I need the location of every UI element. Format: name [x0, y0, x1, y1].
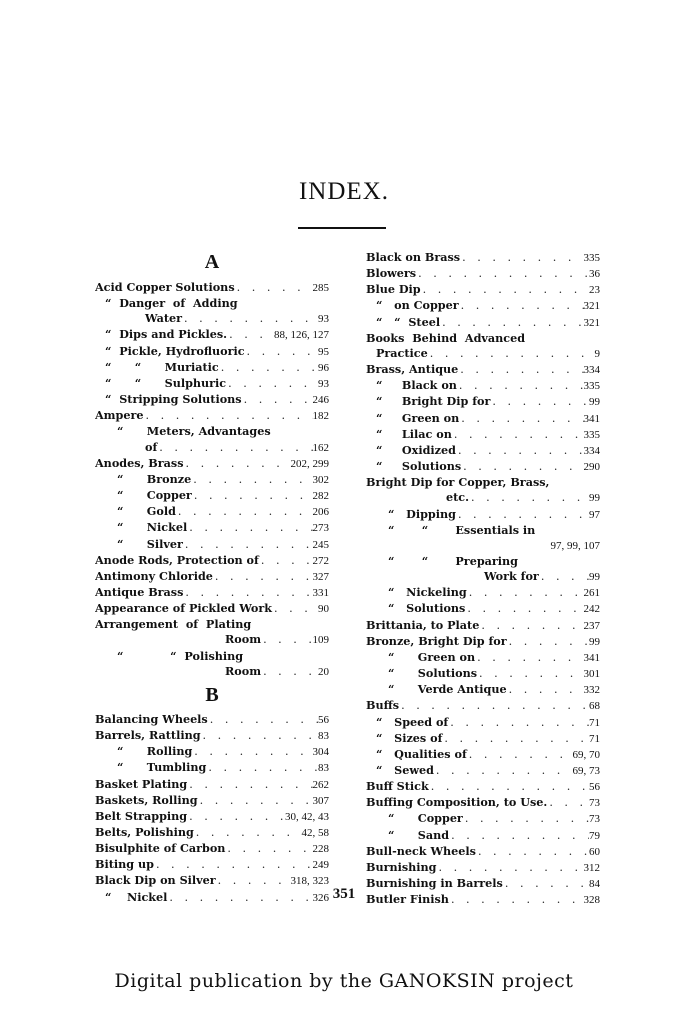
leader-dots	[459, 411, 583, 426]
entry-page-ref: 262	[312, 778, 329, 791]
index-entry	[95, 537, 329, 553]
entry-page-ref: 334	[583, 444, 600, 457]
leader-dots	[206, 760, 318, 775]
entry-page-ref: 285	[312, 282, 329, 294]
index-entry	[366, 779, 600, 795]
index-entry	[366, 443, 600, 459]
entry-page-ref: 79	[589, 829, 600, 842]
entry-page-ref: 182	[312, 410, 329, 423]
index-entry	[95, 488, 329, 504]
entry-page-ref: 246	[312, 394, 329, 407]
leader-dots	[242, 392, 313, 407]
leader-dots	[434, 763, 573, 778]
entry-page-ref: 206	[312, 506, 329, 519]
index-entry	[95, 456, 329, 472]
entry-text: Work for	[484, 569, 539, 584]
leader-dots	[428, 346, 595, 361]
index-entry	[366, 650, 600, 666]
title-rule	[298, 227, 386, 229]
entry-text: “ Rolling	[117, 744, 193, 759]
index-entry	[95, 760, 329, 776]
index-entry	[95, 712, 329, 728]
leader-dots	[187, 777, 312, 792]
leader-dots	[272, 601, 318, 616]
index-entry	[95, 296, 329, 311]
index-entry	[95, 376, 329, 392]
entry-text: Acid Copper Solutions	[95, 280, 235, 294]
leader-dots	[467, 585, 584, 600]
index-entry	[366, 459, 600, 475]
index-entry	[95, 632, 329, 648]
index-entry	[95, 520, 329, 536]
leader-dots	[219, 360, 318, 375]
index-entry	[95, 841, 329, 857]
index-entry	[366, 362, 600, 378]
index-entry	[366, 490, 600, 506]
index-entry	[95, 664, 329, 680]
index-entry	[366, 346, 600, 362]
leader-dots	[421, 282, 589, 297]
index-entry	[366, 554, 600, 569]
index-entry	[95, 777, 329, 793]
entry-text: “ “ Preparing	[388, 553, 518, 568]
index-entry	[95, 440, 329, 456]
entry-text: “ “ Essentials in	[388, 522, 536, 537]
entry-text: Butler Finish	[366, 892, 449, 907]
index-entry	[366, 427, 600, 443]
entry-page-ref: 99	[589, 396, 600, 409]
entry-text: “ Meters, Advantages	[117, 424, 271, 439]
leader-dots	[416, 266, 589, 281]
index-entry	[95, 344, 329, 360]
index-entry	[95, 809, 329, 825]
entry-page-ref: 84	[589, 878, 600, 891]
entry-page-ref: 321	[583, 300, 600, 313]
index-entry	[366, 378, 600, 394]
entry-page-ref: 83	[318, 730, 329, 743]
entry-text: “ Silver	[117, 536, 183, 551]
entry-text: “ Black on	[376, 378, 457, 393]
index-entry	[366, 585, 600, 601]
index-column-left	[95, 251, 329, 906]
index-entry	[95, 311, 329, 327]
leader-dots	[477, 666, 583, 681]
entry-page-ref: 93	[318, 313, 329, 326]
entry-page-ref: 302	[312, 473, 329, 486]
leader-dots	[449, 828, 589, 843]
leader-dots	[208, 712, 318, 727]
entry-text: Bright Dip for Copper, Brass,	[366, 475, 550, 490]
index-entry	[95, 617, 329, 632]
leader-dots	[456, 507, 589, 522]
leader-dots	[226, 376, 318, 391]
entry-text: Bull-neck Wheels	[366, 843, 476, 858]
entry-page-ref: 42, 58	[301, 827, 329, 839]
leader-dots	[440, 315, 583, 330]
entry-page-ref: 71	[589, 732, 600, 745]
entry-text: Belt Strapping	[95, 808, 188, 823]
leader-dots	[461, 459, 583, 474]
entry-text: “ Bronze	[117, 471, 192, 486]
entry-text: “ Lilac on	[376, 426, 452, 441]
index-entry	[95, 360, 329, 376]
entry-text: Room	[225, 663, 262, 678]
entry-page-ref: 23	[589, 284, 600, 297]
leader-dots	[469, 490, 589, 505]
entry-text: Water	[145, 311, 183, 326]
leader-dots	[399, 698, 589, 713]
entry-page-ref: 56	[589, 781, 600, 794]
entry-text: Room	[225, 632, 262, 647]
entry-page-ref: 301	[583, 668, 600, 681]
entry-page-ref: 97, 99, 107	[550, 539, 600, 552]
index-entry	[366, 715, 600, 731]
entry-page-ref: 334	[583, 364, 600, 377]
index-entry	[95, 553, 329, 569]
index-entry	[366, 266, 600, 282]
footer-credit: Digital publication by the GANOKSIN project	[114, 970, 574, 992]
page-title: INDEX.	[298, 178, 389, 205]
index-entry	[366, 507, 600, 523]
leader-dots	[176, 504, 313, 519]
index-entry	[366, 523, 600, 538]
index-entry	[95, 472, 329, 488]
leader-dots	[456, 443, 584, 458]
index-entry	[366, 811, 600, 827]
entry-page-ref: 341	[583, 412, 600, 425]
index-entry	[366, 282, 600, 298]
entries-right	[366, 250, 600, 908]
entry-text: “ Sand	[388, 827, 450, 842]
index-entry	[95, 744, 329, 760]
entry-text: Buffs	[366, 698, 400, 713]
leader-dots	[154, 857, 313, 872]
section-letter-a: A	[204, 251, 220, 273]
index-entry	[366, 538, 600, 554]
entry-page-ref: 109	[312, 634, 329, 647]
index-entry	[366, 731, 600, 747]
entry-text: “ Gold	[117, 504, 176, 519]
entry-text: “ Green on	[388, 649, 476, 664]
index-entry	[366, 298, 600, 314]
entry-page-ref: 162	[312, 441, 329, 454]
leader-dots	[475, 650, 583, 665]
entry-page-ref: 307	[312, 794, 329, 807]
index-entry	[366, 315, 600, 331]
entry-page-ref: 69, 70	[572, 748, 600, 761]
entry-page-ref: 312	[583, 861, 600, 874]
leader-dots	[458, 362, 583, 377]
entry-page-ref: 90	[318, 603, 329, 616]
index-entry	[366, 618, 600, 634]
entry-page-ref: 237	[583, 619, 600, 632]
entry-text: “ “ Steel	[376, 314, 441, 329]
leader-dots	[227, 327, 274, 342]
leader-dots	[457, 378, 584, 393]
entry-page-ref: 93	[318, 377, 329, 390]
section-letter-b: B	[205, 683, 219, 706]
entry-text: Black Dip on Silver	[95, 873, 216, 888]
entry-text: Black on Brass	[366, 250, 461, 264]
index-entry	[366, 394, 600, 410]
entry-page-ref: 249	[312, 859, 329, 872]
entry-text: Antique Brass	[95, 584, 184, 599]
index-entry	[95, 793, 329, 809]
leader-dots	[463, 811, 589, 826]
index-entry	[366, 411, 600, 427]
entry-page-ref: 242	[583, 603, 600, 616]
index-entry	[366, 828, 600, 844]
leader-dots	[429, 779, 589, 794]
leader-dots	[225, 841, 312, 856]
entry-page-ref: 261	[583, 587, 600, 600]
entry-text: Blowers	[366, 266, 417, 281]
entry-page-ref: 95	[318, 345, 329, 358]
entry-text: Practice	[376, 345, 428, 360]
entry-page-ref: 99	[589, 492, 600, 505]
index-entry	[95, 585, 329, 601]
index-entry	[95, 327, 329, 343]
entry-text: “ Danger of Adding	[105, 296, 238, 311]
entry-text: “ Copper	[117, 488, 192, 503]
entry-text: “ “ Sulphuric	[105, 375, 227, 390]
leader-dots	[194, 825, 302, 840]
leader-dots	[183, 537, 313, 552]
leader-dots	[192, 488, 313, 503]
index-entry	[95, 504, 329, 520]
leader-dots	[182, 311, 318, 326]
page-number: 351	[332, 886, 356, 902]
entry-page-ref: 228	[312, 843, 329, 856]
index-entry	[95, 728, 329, 744]
entry-page-ref: 9	[594, 347, 600, 360]
entry-text: Burnishing	[366, 859, 437, 874]
index-entry	[95, 280, 329, 296]
entry-text: “ Nickel	[105, 889, 168, 904]
leader-dots	[442, 731, 589, 746]
leader-dots	[184, 456, 291, 471]
index-entry	[366, 747, 600, 763]
entry-page-ref: 97	[589, 508, 600, 521]
leader-dots	[479, 618, 583, 633]
entry-text: Belts, Polishing	[95, 825, 194, 839]
index-entry	[95, 392, 329, 408]
entry-text: “ Copper	[388, 811, 463, 826]
entry-page-ref: 321	[583, 316, 600, 329]
entry-text: “ “ Polishing	[117, 648, 244, 663]
index-entry	[366, 844, 600, 860]
leader-dots	[490, 394, 589, 409]
entry-page-ref: 73	[589, 813, 600, 826]
entry-text: “ Qualities of	[376, 746, 467, 761]
entry-text: Anodes, Brass	[95, 455, 184, 470]
leader-dots	[201, 728, 318, 743]
entry-page-ref: 71	[589, 716, 600, 729]
leader-dots	[261, 632, 312, 647]
entry-page-ref: 245	[312, 538, 329, 551]
entry-text: “ Dipping	[388, 506, 456, 521]
entry-text: “ Oxidized	[376, 442, 456, 457]
entry-text: “ Green on	[376, 410, 460, 425]
entry-page-ref: 202, 299	[290, 457, 329, 470]
entry-page-ref: 272	[312, 554, 329, 567]
entry-text: Bronze, Bright Dip for	[366, 633, 507, 648]
entry-text: Bisulphite of Carbon	[95, 841, 226, 856]
entry-text: Blue Dip	[366, 282, 421, 297]
entry-text: Anode Rods, Protection of	[95, 552, 259, 567]
entry-page-ref: 30, 42, 43	[285, 810, 329, 823]
leader-dots	[157, 440, 312, 455]
leader-dots	[235, 280, 313, 295]
entry-text: “ Sizes of	[376, 730, 443, 745]
index-entry	[95, 424, 329, 439]
index-entry	[95, 857, 329, 873]
entry-text: Balancing Wheels	[95, 711, 208, 726]
entries-b	[95, 712, 329, 906]
entry-text: “ Dips and Pickles.	[105, 327, 228, 342]
leader-dots	[437, 860, 584, 875]
index-entry	[95, 649, 329, 664]
entry-page-ref: 335	[583, 252, 600, 264]
leader-dots	[467, 747, 573, 762]
index-entry	[366, 250, 600, 266]
entry-page-ref: 60	[589, 845, 600, 858]
entry-text: Baskets, Rolling	[95, 792, 198, 807]
entry-text: “ Solutions	[388, 601, 466, 616]
entry-page-ref: 318, 323	[290, 875, 329, 888]
index-entry	[366, 666, 600, 682]
leader-dots	[198, 793, 313, 808]
leader-dots	[465, 601, 583, 616]
entry-text: “ Nickel	[117, 520, 188, 535]
leader-dots	[452, 427, 584, 442]
entry-text: Brass, Antique	[366, 362, 459, 377]
leader-dots	[507, 634, 589, 649]
index-entry	[366, 569, 600, 585]
entry-text: “ Sewed	[376, 763, 434, 777]
entry-text: Ampere	[95, 408, 144, 423]
entry-text: Barrels, Rattling	[95, 728, 201, 743]
leader-dots	[460, 250, 583, 265]
index-entry	[366, 331, 600, 346]
entry-text: “ Stripping Solutions	[105, 392, 242, 407]
entry-text: Antimony Chloride	[95, 568, 213, 583]
entry-page-ref: 282	[312, 490, 329, 503]
entry-text: Basket Plating	[95, 776, 188, 791]
entry-text: “ Solutions	[376, 459, 462, 474]
entry-page-ref: 327	[312, 570, 329, 583]
entry-page-ref: 273	[312, 522, 329, 535]
index-entry	[366, 601, 600, 617]
index-entry	[366, 698, 600, 714]
index-entry	[95, 601, 329, 617]
entry-page-ref: 326	[312, 891, 329, 904]
index-entry	[95, 825, 329, 841]
entry-text: Appearance of Pickled Work	[95, 601, 273, 616]
index-entry	[95, 569, 329, 585]
entry-page-ref: 331	[312, 586, 329, 599]
leader-dots	[459, 298, 584, 313]
leader-dots	[476, 844, 589, 859]
leader-dots	[245, 344, 318, 359]
entry-text: “ on Copper	[376, 298, 459, 313]
entry-page-ref: 73	[589, 797, 600, 810]
leader-dots	[191, 472, 312, 487]
index-entry	[366, 763, 600, 779]
entry-page-ref: 335	[583, 380, 600, 393]
entry-page-ref: 328	[583, 894, 600, 907]
entry-text: “ Bright Dip for	[376, 394, 491, 409]
entry-text: “ Speed of	[376, 714, 449, 729]
entry-page-ref: 332	[583, 684, 600, 697]
entry-page-ref: 88, 126, 127	[274, 329, 329, 342]
entry-page-ref: 36	[589, 268, 600, 281]
entry-text: “ Verde Antique	[388, 682, 507, 697]
entry-page-ref: 335	[583, 428, 600, 441]
leader-dots	[547, 795, 589, 810]
leader-dots	[143, 408, 312, 423]
entry-text: “ Pickle, Hydrofluoric	[105, 343, 245, 358]
index-entry	[366, 860, 600, 876]
entry-text: of	[145, 439, 158, 454]
entry-page-ref: 68	[589, 700, 600, 713]
index-entry	[366, 795, 600, 811]
index-entry	[95, 408, 329, 424]
entries-a	[95, 280, 329, 680]
entry-text: “ Nickeling	[388, 585, 467, 600]
entry-page-ref: 96	[318, 361, 329, 374]
index-entry	[366, 475, 600, 490]
leader-dots	[187, 520, 312, 535]
entry-text: Arrangement of Plating	[95, 617, 252, 632]
index-column-right	[366, 250, 600, 908]
index-entry	[366, 682, 600, 698]
entry-text: Buff Stick	[366, 779, 429, 794]
entry-text: Brittania, to Plate	[366, 617, 480, 632]
entry-text: Buffing Composition, to Use.	[366, 795, 548, 810]
leader-dots	[192, 744, 312, 759]
entry-page-ref: 290	[583, 461, 600, 474]
entry-page-ref: 83	[318, 762, 329, 775]
leader-dots	[183, 585, 312, 600]
leader-dots	[448, 715, 589, 730]
entry-text: etc.	[446, 490, 469, 505]
entry-page-ref: 341	[583, 651, 600, 664]
entry-text: Books Behind Advanced	[366, 330, 526, 345]
entry-text: “ “ Muriatic	[105, 359, 219, 374]
entry-text: “ Tumbling	[117, 760, 207, 775]
leader-dots	[539, 569, 589, 584]
leader-dots	[507, 682, 584, 697]
leader-dots	[187, 809, 285, 824]
leader-dots	[259, 553, 313, 568]
entry-text: Biting up	[95, 857, 154, 872]
entry-page-ref: 304	[312, 746, 329, 759]
entry-page-ref: 56	[318, 713, 329, 726]
entry-page-ref: 99	[589, 571, 600, 584]
entry-text: “ Solutions	[388, 666, 478, 681]
leader-dots	[213, 569, 313, 584]
index-entry	[366, 634, 600, 650]
entry-text: Burnishing in Barrels	[366, 876, 503, 891]
entry-page-ref: 69, 73	[572, 765, 600, 777]
entry-page-ref: 99	[589, 635, 600, 648]
leader-dots	[261, 664, 318, 679]
entry-page-ref: 20	[318, 665, 329, 678]
